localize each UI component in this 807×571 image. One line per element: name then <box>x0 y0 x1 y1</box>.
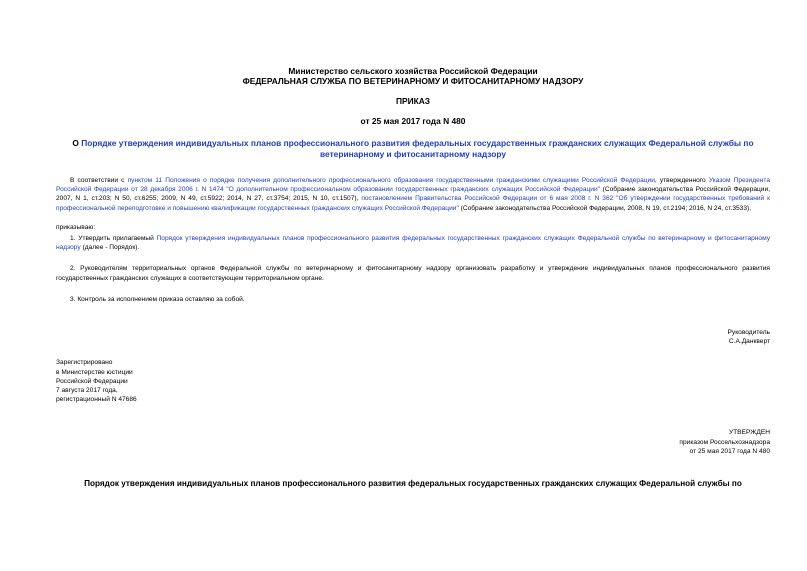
item-1-tail: (далее - Порядок). <box>80 244 140 252</box>
preamble-text-2: , утвержденного <box>654 177 709 184</box>
order-word: приказываю: <box>56 223 96 231</box>
approval-line: УТВЕРЖДЕН <box>728 429 770 437</box>
approval-line: приказом Россельхознадзора <box>679 438 770 446</box>
document-type: ПРИКАЗ <box>395 96 431 106</box>
approval-block <box>56 428 770 456</box>
service-name: ФЕДЕРАЛЬНАЯ СЛУЖБА ПО ВЕТЕРИНАРНОМУ И ФИТОСАНИТАРНОМУ НАДЗОРУ <box>242 76 584 86</box>
preamble-link-regulation[interactable]: пунктом 11 Положения о порядке получения дополнительного профессионального образования государственными гражданскими служащими Российской Федерации <box>127 177 655 184</box>
registration-line: регистрационный N 47686 <box>56 396 137 404</box>
registration-block <box>56 358 770 404</box>
preamble-text-4: (Собрание законодательства Российской Федерации, 2008, N 19, ст.2194; 2016, N 24, ст.3533), <box>458 204 752 212</box>
preamble-text-1: В соответствии с <box>70 177 128 184</box>
bottom-heading: Порядок утверждения индивидуальных планов профессионального развития федеральных государственных гражданских служащих Федеральной службы по <box>84 479 742 489</box>
approval-line: от 25 мая 2017 года N 480 <box>689 447 770 455</box>
title-link[interactable]: Порядке утверждения индивидуальных планов профессионального развития федеральных государственных гражданских служащих Федеральной службы по ветеринарному и фитосанитарному надзору <box>81 138 754 159</box>
title-prefix: О <box>72 138 82 148</box>
item-3: 3. Контроль за исполнением приказа оставляю за собой. <box>70 295 245 303</box>
ministry-name: Министерство сельского хозяйства Российской Федерации <box>288 66 538 76</box>
registration-line: Российской Федерации <box>56 377 128 385</box>
preamble <box>56 176 770 213</box>
document-title <box>56 138 770 160</box>
signature-block <box>56 328 770 346</box>
document-body <box>56 66 770 489</box>
item-1 <box>56 234 770 252</box>
preamble-link-decree[interactable]: Указом Президента Российской Федерации от 28 декабря 2006 г. N 1474 "О дополнительном профессиональном образовании государственных гражданских служащих Российской Федерации" <box>56 177 770 194</box>
registration-line: в Министерстве юстиции <box>56 368 133 376</box>
item-1-text: 1. Утвердить прилагаемый <box>70 235 157 243</box>
document-date-number: от 25 мая 2017 года N 480 <box>360 116 466 126</box>
item-1-link[interactable]: Порядок утверждения индивидуальных планов профессионального развития федеральных государственных гражданских служащих Федеральной службы по ветеринарному и фитосанитарному надзору <box>56 235 770 252</box>
preamble-link-resolution[interactable]: постановлением Правительства Российской Федерации от 6 мая 2008 г. N 362 "Об утверждении государственных требований к профессиональной переподготовке и повышению квалификации государственных гражданских служащих Российской Федерации" <box>56 195 770 212</box>
preamble-text-3: (Собрание законодательства Российской Федерации, 2007, N 1, ст.203; N 50, ст.6255; 2009, N 49, ст.5922; 2014, N 27, ст.3754; 2015, N 10, ст.1507), <box>56 186 770 203</box>
item-2: 2. Руководителям территориальных органов Федеральной службы по ветеринарному и фитосанитарному надзору организовать разработку и утверждение индивидуальных планов профессионального развития государственных гражданских служащих в соответствующем территориальном органе. <box>56 265 770 282</box>
registration-line: 7 августа 2017 года, <box>56 387 118 395</box>
registration-line: Зарегистрировано <box>56 359 113 367</box>
signature-position: Руководитель <box>727 329 770 337</box>
signature-name: С.А.Данкверт <box>728 338 770 346</box>
